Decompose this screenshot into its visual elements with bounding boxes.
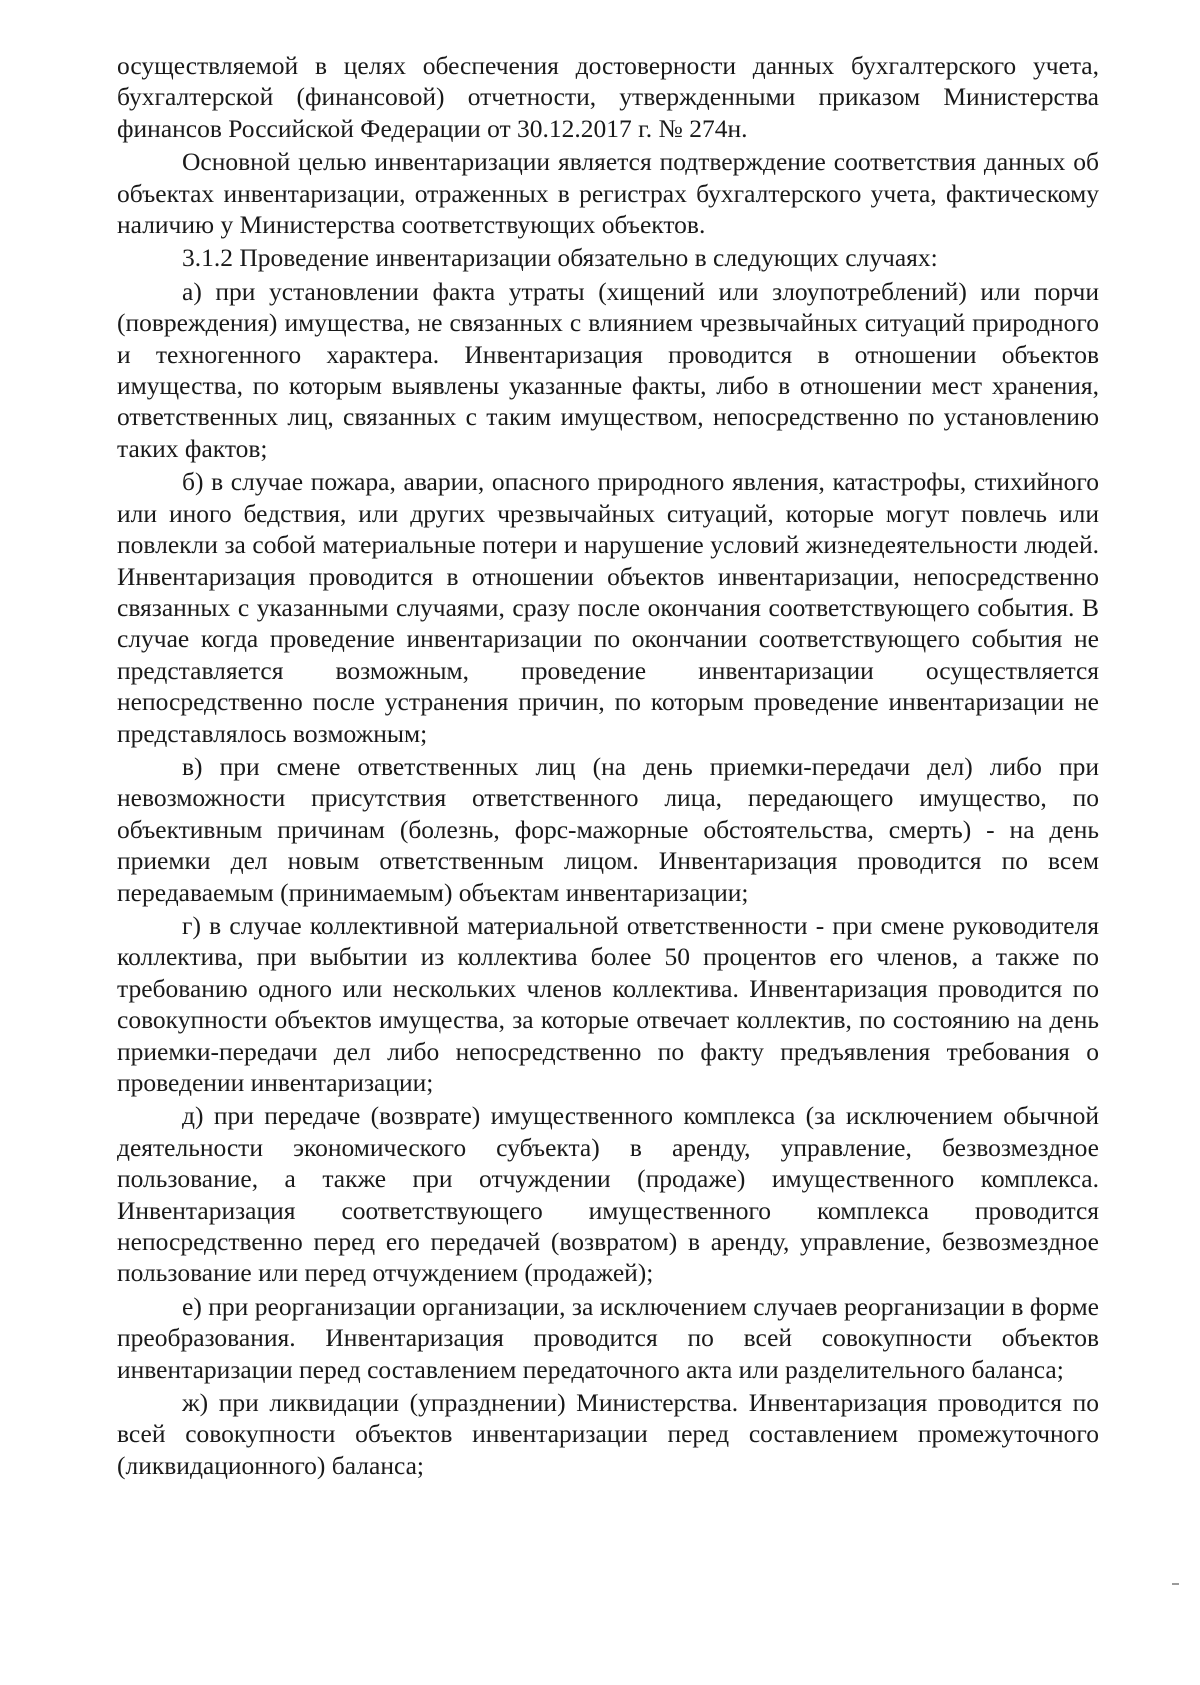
paragraph-section-3-1-2: 3.1.2 Проведение инвентаризации обязательно в следующих случаях: (182, 243, 938, 273)
paragraph-item-v: в) при смене ответственных лиц (на день приемки-передачи дел) либо при невозможности присутствия ответственного лица, передающего имущество, по объективным причинам (болезнь, форс-мажорные обстоятельства, смерть) - на день приемки дел новым ответственным лицом. Инвентаризация проводится по всем передаваемым (принимаемым) объектам инвентаризации; (117, 751, 1099, 907)
paragraph-main-goal: Основной целью инвентаризации является подтверждение соответствия данных об объектах инвентаризации, отраженных в регистрах бухгалтерского учета, фактическому наличию у Министерства соответствующих объектов. (117, 147, 1099, 240)
paragraph-item-a: а) при установлении факта утраты (хищений или злоупотреблений) или порчи (повреждения) имущества, не связанных с влиянием чрезвычайных ситуаций природного и техногенного характера. Инвентаризация проводится в отношении объектов имущества, по которым выявлены указанные факты, либо в отношении мест хранения, ответственных лиц, связанных с таким имуществом, непосредственно по установлению таких фактов; (117, 276, 1099, 463)
paragraph-intro-continuation: осуществляемой в целях обеспечения достоверности данных бухгалтерского учета, бухгалтерской (финансовой) отчетности, утвержденными приказом Министерства финансов Российской Федерации от 30.12.2017 г. № 274н. (117, 51, 1099, 143)
paragraph-item-d: д) при передаче (возврате) имущественного комплекса (за исключением обычной деятельности экономического субъекта) в аренду, управление, безвозмездное пользование, а также при отчуждении (продаже) имущественного комплекса. Инвентаризация соответствующего имущественного комплекса проводится непосредственно перед его передачей (возвратом) в аренду, управление, безвозмездное пользование или перед отчуждением (продажей); (117, 1101, 1099, 1288)
document-body (117, 50, 1099, 1481)
paragraph-item-zh: ж) при ликвидации (упразднении) Министерства. Инвентаризация проводится по всей совокупности объектов инвентаризации перед составлением промежуточного (ликвидационного) баланса; (117, 1388, 1099, 1480)
paragraph-item-g: г) в случае коллективной материальной ответственности - при смене руководителя коллектива, при выбытии из коллектива более 50 процентов его членов, а также по требованию одного или нескольких членов коллектива. Инвентаризация проводится по совокупности объектов имущества, за которые отвечает коллектив, по состоянию на день приемки-передачи дел либо непосредственно по факту предъявления требования о проведении инвентаризации; (117, 910, 1099, 1097)
paragraph-item-b: б) в случае пожара, аварии, опасного природного явления, катастрофы, стихийного или иного бедствия, или других чрезвычайных ситуаций, которые могут повлечь или повлекли за собой материальные потери и нарушение условий жизнедеятельности людей. Инвентаризация проводится в отношении объектов инвентаризации, непосредственно связанных с указанными случаями, сразу после окончания соответствующего события. В случае когда проведение инвентаризации по окончании соответствующего события не представляется возможным, проведение инвентаризации осуществляется непосредственно после устранения причин, по которым проведение инвентаризации не представлялось возможным; (117, 467, 1099, 748)
scan-margin-mark (1172, 1583, 1179, 1585)
paragraph-item-e: е) при реорганизации организации, за исключением случаев реорганизации в форме преобразования. Инвентаризация проводится по всей совокупности объектов инвентаризации перед составлением передаточного акта или разделительного баланса; (117, 1291, 1099, 1384)
